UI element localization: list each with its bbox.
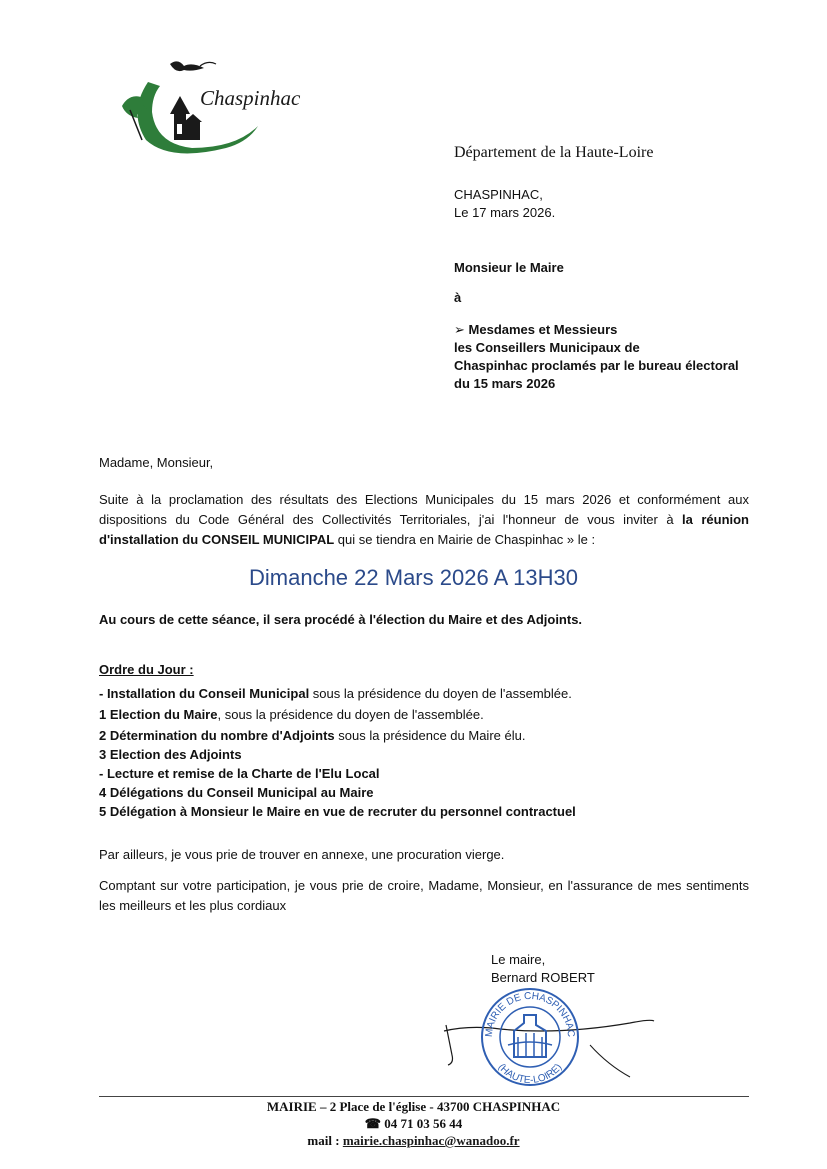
recipient-line-3: Chaspinhac proclamés par le bureau électoral <box>454 358 739 373</box>
agenda-item <box>99 785 374 800</box>
signature-title: Le maire, <box>491 952 546 967</box>
agenda-item <box>99 728 525 743</box>
signature-scribble <box>444 1020 654 1031</box>
agenda-title: Ordre du Jour : <box>99 662 194 677</box>
recipient-line-4: du 15 mars 2026 <box>454 376 556 391</box>
arrow-bullet-icon: ➢ <box>454 322 465 337</box>
footer-phone-line <box>0 1116 827 1132</box>
recipients <box>454 322 774 394</box>
bird-icon <box>170 61 204 71</box>
annex-note: Par ailleurs, je vous prie de trouver en annexe, une procuration vierge. <box>99 847 505 862</box>
to-word: à <box>454 290 462 305</box>
election-note: Au cours de cette séance, il sera procédé à l'élection du Maire et des Adjoints. <box>99 612 583 627</box>
signature-name: Bernard ROBERT <box>491 970 595 985</box>
mail-label: mail : <box>307 1133 343 1148</box>
agenda-item-bold: 1 Election du Maire <box>99 707 218 722</box>
agenda-item-rest: , sous la présidence du doyen de l'assemblée. <box>217 707 484 722</box>
footer-phone: 04 71 03 56 44 <box>384 1116 463 1131</box>
logo <box>108 52 308 162</box>
agenda-item-bold: 2 Détermination du nombre d'Adjoints <box>99 728 335 743</box>
place: CHASPINHAC, <box>454 187 543 202</box>
stamp-icon <box>482 989 578 1085</box>
department: Département de la Haute-Loire <box>454 144 654 161</box>
agenda-item-rest: sous la présidence du doyen de l'assemblée. <box>309 686 572 701</box>
agenda-item-rest: sous la présidence du Maire élu. <box>334 728 526 743</box>
sender: Monsieur le Maire <box>454 260 564 275</box>
agenda-item-bold: - Installation du Conseil Municipal <box>99 686 310 701</box>
date: Le 17 mars 2026. <box>454 205 556 220</box>
agenda-item <box>99 766 380 781</box>
logo-wordmark: Chaspinhac <box>200 86 301 110</box>
salutation: Madame, Monsieur, <box>99 455 214 470</box>
agenda-item-bold: - Lecture et remise de la Charte de l'Elu Local <box>99 766 380 781</box>
agenda-item <box>99 804 576 819</box>
recipient-line-1: Mesdames et Messieurs <box>468 322 618 337</box>
meeting-date: Dimanche 22 Mars 2026 A 13H30 <box>249 565 578 590</box>
agenda-item-bold: 3 Election des Adjoints <box>99 747 242 762</box>
footer-address: MAIRIE – 2 Place de l'église - 43700 CHASPINHAC <box>266 1099 561 1114</box>
signature-stamp <box>440 985 660 1095</box>
stamp-text-bottom-path: (HAUTE-LOIRE) <box>495 1061 565 1087</box>
closing-paragraph: Comptant sur votre participation, je vous prie de croire, Madame, Monsieur, en l'assurance de mes sentiments les meilleurs et les plus cordiaux <box>99 878 749 913</box>
footer-divider <box>99 1096 749 1097</box>
recipient-line-2: les Conseillers Municipaux de <box>454 340 640 355</box>
intro-bold-1: la réunion d'installation du <box>99 512 750 547</box>
agenda-item <box>99 747 242 762</box>
agenda-item-bold: 5 Délégation à Monsieur le Maire en vue de recruter du personnel contractuel <box>99 804 576 819</box>
agenda-item-bold: 4 Délégations du Conseil Municipal au Maire <box>99 785 374 800</box>
intro-end: qui se tiendra en Mairie de Chaspinhac » le : <box>334 532 596 547</box>
recipient-line <box>454 322 774 340</box>
email-link[interactable]: mairie.chaspinhac@wanadoo.fr <box>342 1133 520 1148</box>
footer-mail-line <box>0 1133 827 1149</box>
agenda-item <box>99 686 572 701</box>
agenda-item <box>99 707 484 722</box>
stamp-text-top-path: MAIRIE DE CHASPINHAC <box>483 990 577 1038</box>
stamp-text-bottom <box>496 1062 565 1086</box>
intro-bold-2: CONSEIL MUNICIPAL <box>201 532 335 547</box>
phone-icon: ☎ <box>364 1116 381 1131</box>
intro-text: Suite à la proclamation des résultats des Elections Municipales du 15 mars 2026 et conformément aux dispositions du Code Général des Collectivités Territoriales, j'ai l'honneur de vous inviter à <box>99 492 749 527</box>
intro-paragraph <box>99 490 749 550</box>
